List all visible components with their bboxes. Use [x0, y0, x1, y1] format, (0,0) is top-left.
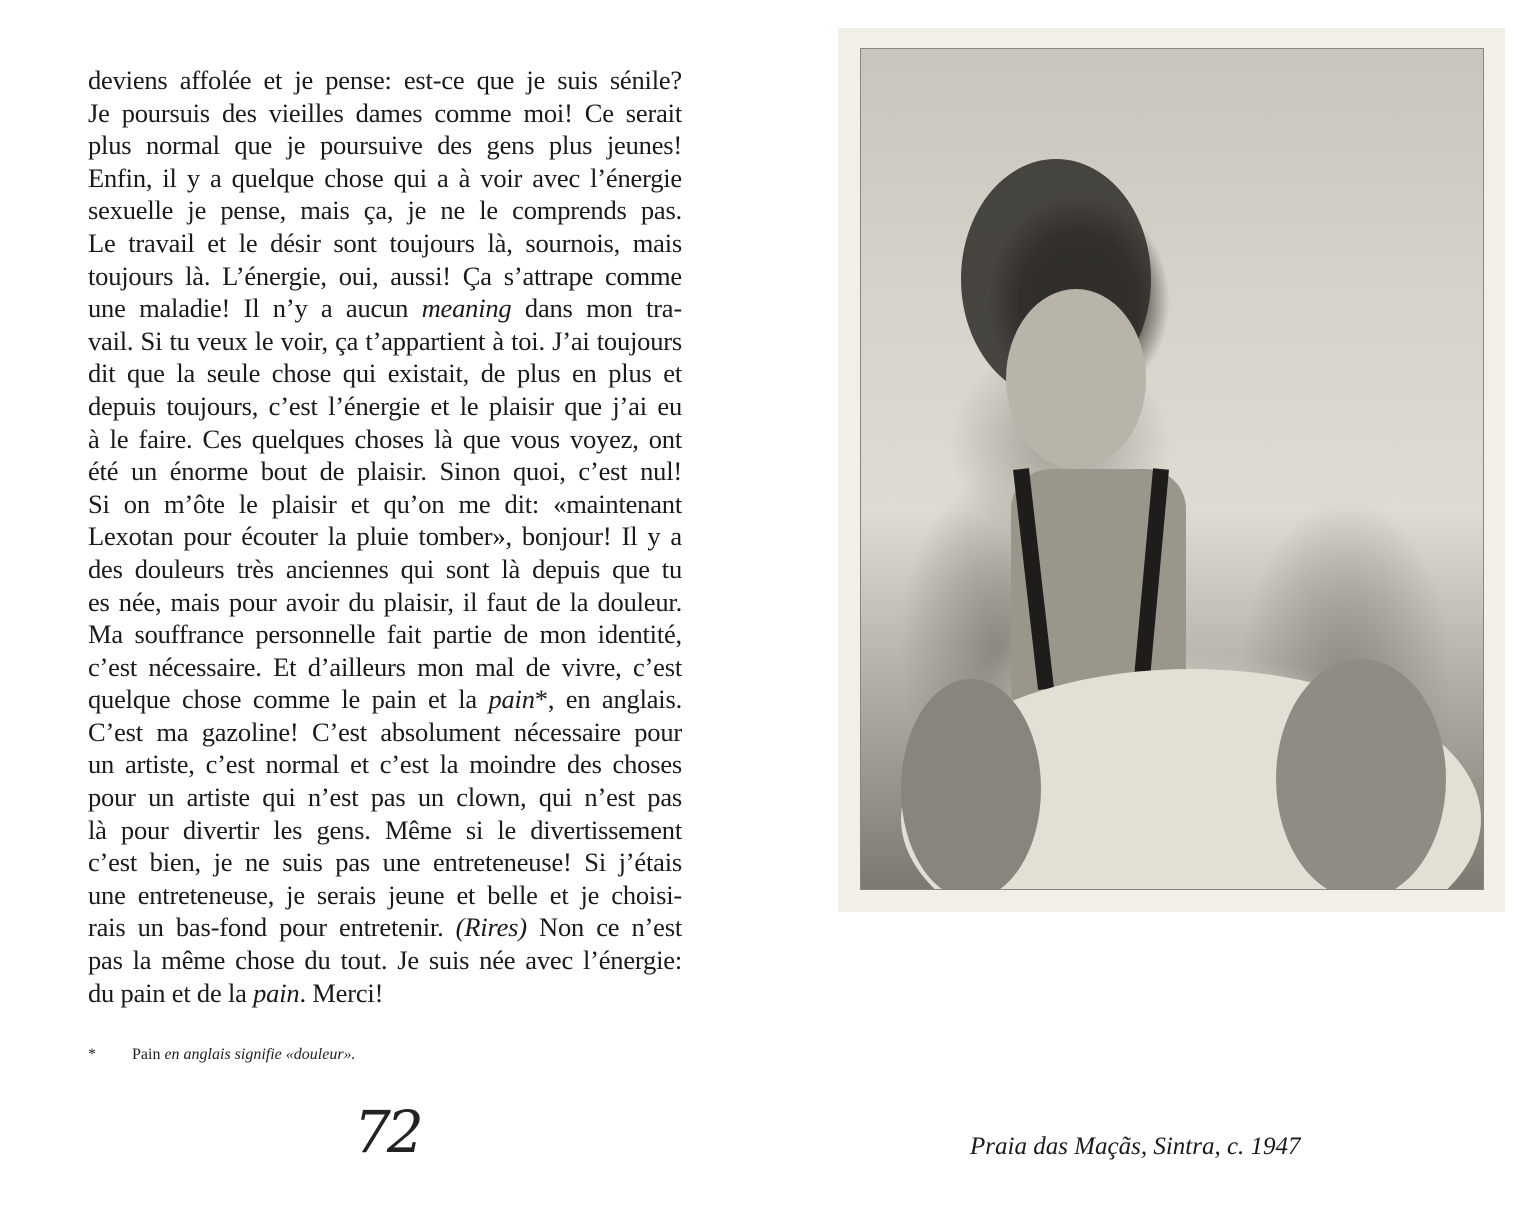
- text-line: depuis toujours, c’est l’énergie et le plaisir que j’ai eu: [88, 390, 682, 421]
- text-line: Enfin, il y a quelque chose qui a à voir avec l’énergie: [88, 162, 682, 193]
- text-line: des douleurs très anciennes qui sont là depuis que tu: [88, 553, 682, 584]
- text-line: Si on m’ôte le plaisir et qu’on me dit: «maintenant: [88, 488, 682, 519]
- right-page: [760, 0, 1535, 1210]
- text-line: c’est bien, je ne suis pas une entreteneuse! Si j’étais: [88, 847, 682, 878]
- text-line: dit que la seule chose qui existait, de plus en plus et: [88, 358, 682, 389]
- body-text: [88, 64, 682, 1009]
- footnote-text: en anglais signifie «douleur».: [160, 1046, 356, 1063]
- text-line: vail. Si tu veux le voir, ça t’appartient à toi. J’ai toujours: [88, 325, 682, 356]
- text-line: deviens affolée et je pense: est-ce que je suis sénile?: [88, 65, 682, 95]
- text-line: Le travail et le désir sont toujours là, sournois, mais: [88, 227, 682, 258]
- text-line: rais un bas-fond pour entretenir. (Rires) Non ce n’est: [88, 912, 682, 943]
- text-line: pour un artiste qui n’est pas un clown, qui n’est pas: [88, 782, 682, 813]
- text-line: toujours là. L’énergie, oui, aussi! Ça s’attrape comme: [88, 260, 682, 291]
- footnote: [88, 1046, 356, 1064]
- footnote-mark: *: [88, 1046, 96, 1063]
- text-line: es née, mais pour avoir du plaisir, il faut de la douleur.: [88, 586, 682, 617]
- page-number: 72: [354, 1098, 420, 1166]
- photograph: [860, 48, 1484, 890]
- photo-mount: [838, 28, 1505, 912]
- italic-word: meaning: [421, 293, 512, 324]
- photo-caption: Praia das Maçãs, Sintra, c. 1947: [970, 1133, 1301, 1160]
- text-line: Ma souffrance personnelle fait partie de mon identité,: [88, 619, 682, 650]
- text-line: été un énorme bout de plaisir. Sinon quoi, c’est nul!: [88, 456, 682, 487]
- photo-illustration: [861, 49, 1483, 889]
- text-line: pas la même chose du tout. Je suis née avec l’énergie:: [88, 945, 682, 976]
- italic-word: (Rires): [455, 912, 527, 943]
- italic-word: pain: [253, 977, 300, 1008]
- text-line: C’est ma gazoline! C’est absolument nécessaire pour: [88, 716, 682, 747]
- text-line: une entreteneuse, je serais jeune et belle et je choisi-: [88, 879, 682, 910]
- left-page: [0, 0, 760, 1210]
- text-line: un artiste, c’est normal et c’est la moindre des choses: [88, 749, 682, 780]
- text-line: du pain et de la pain. Merci!: [88, 977, 384, 1008]
- text-line: Je poursuis des vieilles dames comme moi! Ce serait: [88, 97, 682, 128]
- text-line: plus normal que je poursuive des gens plus jeunes!: [88, 130, 682, 161]
- text-line: quelque chose comme le pain et la pain*, en anglais.: [88, 684, 682, 715]
- text-line: là pour divertir les gens. Même si le divertissement: [88, 814, 682, 845]
- text-line: à le faire. Ces quelques choses là que vous voyez, ont: [88, 423, 682, 454]
- text-line: c’est nécessaire. Et d’ailleurs mon mal de vivre, c’est: [88, 651, 682, 682]
- italic-word: pain: [488, 684, 535, 715]
- text-line: sexuelle je pense, mais ça, je ne le comprends pas.: [88, 195, 682, 226]
- text-line: Lexotan pour écouter la pluie tomber», bonjour! Il y a: [88, 521, 682, 552]
- text-line: une maladie! Il n’y a aucun meaning dans mon tra-: [88, 293, 682, 324]
- footnote-word: Pain: [132, 1046, 161, 1063]
